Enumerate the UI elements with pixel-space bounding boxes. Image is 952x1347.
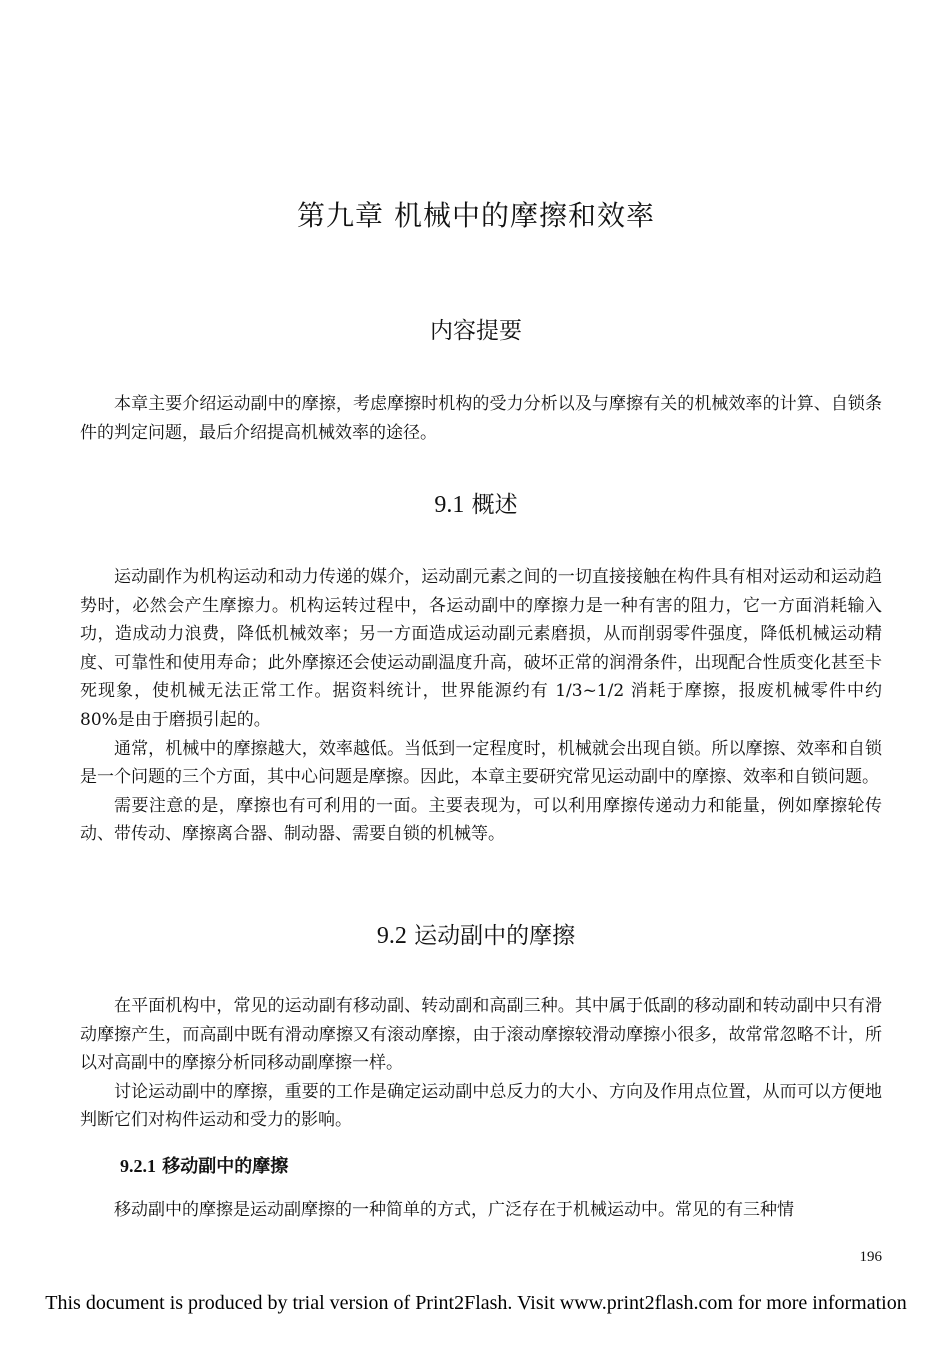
- section-9-1-heading: [0, 488, 952, 522]
- section-9-1-body: [80, 563, 882, 849]
- section-9-2-paragraph: 在平面机构中，常见的运动副有移动副、转动副和高副三种。其中属于低副的移动副和转动副中只有滑动摩擦产生，而高副中既有滑动摩擦又有滚动摩擦，由于滚动摩擦较滑动摩擦小很多，故常常忽略不计，所以对高副中的摩擦分析同移动副摩擦一样。: [80, 996, 882, 1074]
- subsection-9-2-1-paragraph: 移动副中的摩擦是运动副摩擦的一种简单的方式，广泛存在于机械运动中。常见的有三种情: [114, 1200, 794, 1220]
- section-9-2-paragraph: 讨论运动副中的摩擦，重要的工作是确定运动副中总反力的大小、方向及作用点位置，从而可以方便地判断它们对构件运动和受力的影响。: [80, 1081, 882, 1131]
- section-9-1-number: 9.1: [434, 492, 465, 518]
- section-9-2-title: 运动副中的摩擦: [414, 923, 576, 949]
- section-9-2-body: [80, 992, 882, 1135]
- chapter-title: 第九章 机械中的摩擦和效率: [297, 199, 655, 232]
- subsection-9-2-1-number: 9.2.1: [120, 1156, 156, 1176]
- trial-notice: This document is produced by trial version of Print2Flash. Visit www.print2flash.com for more information: [45, 1292, 907, 1314]
- summary-heading: 内容提要: [430, 318, 522, 344]
- section-9-1-paragraph: 运动副作为机构运动和动力传递的媒介，运动副元素之间的一切直接接触在构件具有相对运动和运动趋势时，必然会产生摩擦力。机构运转过程中，各运动副中的摩擦力是一种有害的阻力，它一方面消耗输入功，造成动力浪费，降低机械效率；另一方面造成运动副元素磨损，从而削弱零件强度，降低机械运动精度、可靠性和使用寿命；此外摩擦还会使运动副温度升高，破坏正常的润滑条件，出现配合性质变化甚至卡死现象，使机械无法正常工作。据资料统计，世界能源约有 1/3~1/2 消耗于摩擦，报废机械零件中约 80%是由于磨损引起的。: [80, 567, 882, 730]
- summary-body: [80, 390, 882, 447]
- section-9-1-paragraph: 需要注意的是，摩擦也有可利用的一面。主要表现为，可以利用摩擦传递动力和能量，例如摩擦轮传动、带传动、摩擦离合器、制动器、需要自锁的机械等。: [80, 795, 882, 845]
- subsection-9-2-1-heading: [120, 1152, 288, 1181]
- section-9-1-paragraph: 通常，机械中的摩擦越大，效率越低。当低到一定程度时，机械就会出现自锁。所以摩擦、效率和自锁是一个问题的三个方面，其中心问题是摩擦。因此，本章主要研究常见运动副中的摩擦、效率和自锁问题。: [80, 738, 882, 788]
- section-9-1-title: 概述: [471, 492, 518, 518]
- section-9-2-heading: [0, 919, 952, 953]
- section-9-2-number: 9.2: [376, 923, 407, 949]
- summary-paragraph: 本章主要介绍运动副中的摩擦，考虑摩擦时机构的受力分析以及与摩擦有关的机械效率的计算、自锁条件的判定问题，最后介绍提高机械效率的途径。: [80, 394, 882, 443]
- subsection-9-2-1-title: 移动副中的摩擦: [162, 1156, 289, 1177]
- page-number: 196: [859, 1249, 882, 1265]
- subsection-9-2-1-body: [80, 1196, 882, 1225]
